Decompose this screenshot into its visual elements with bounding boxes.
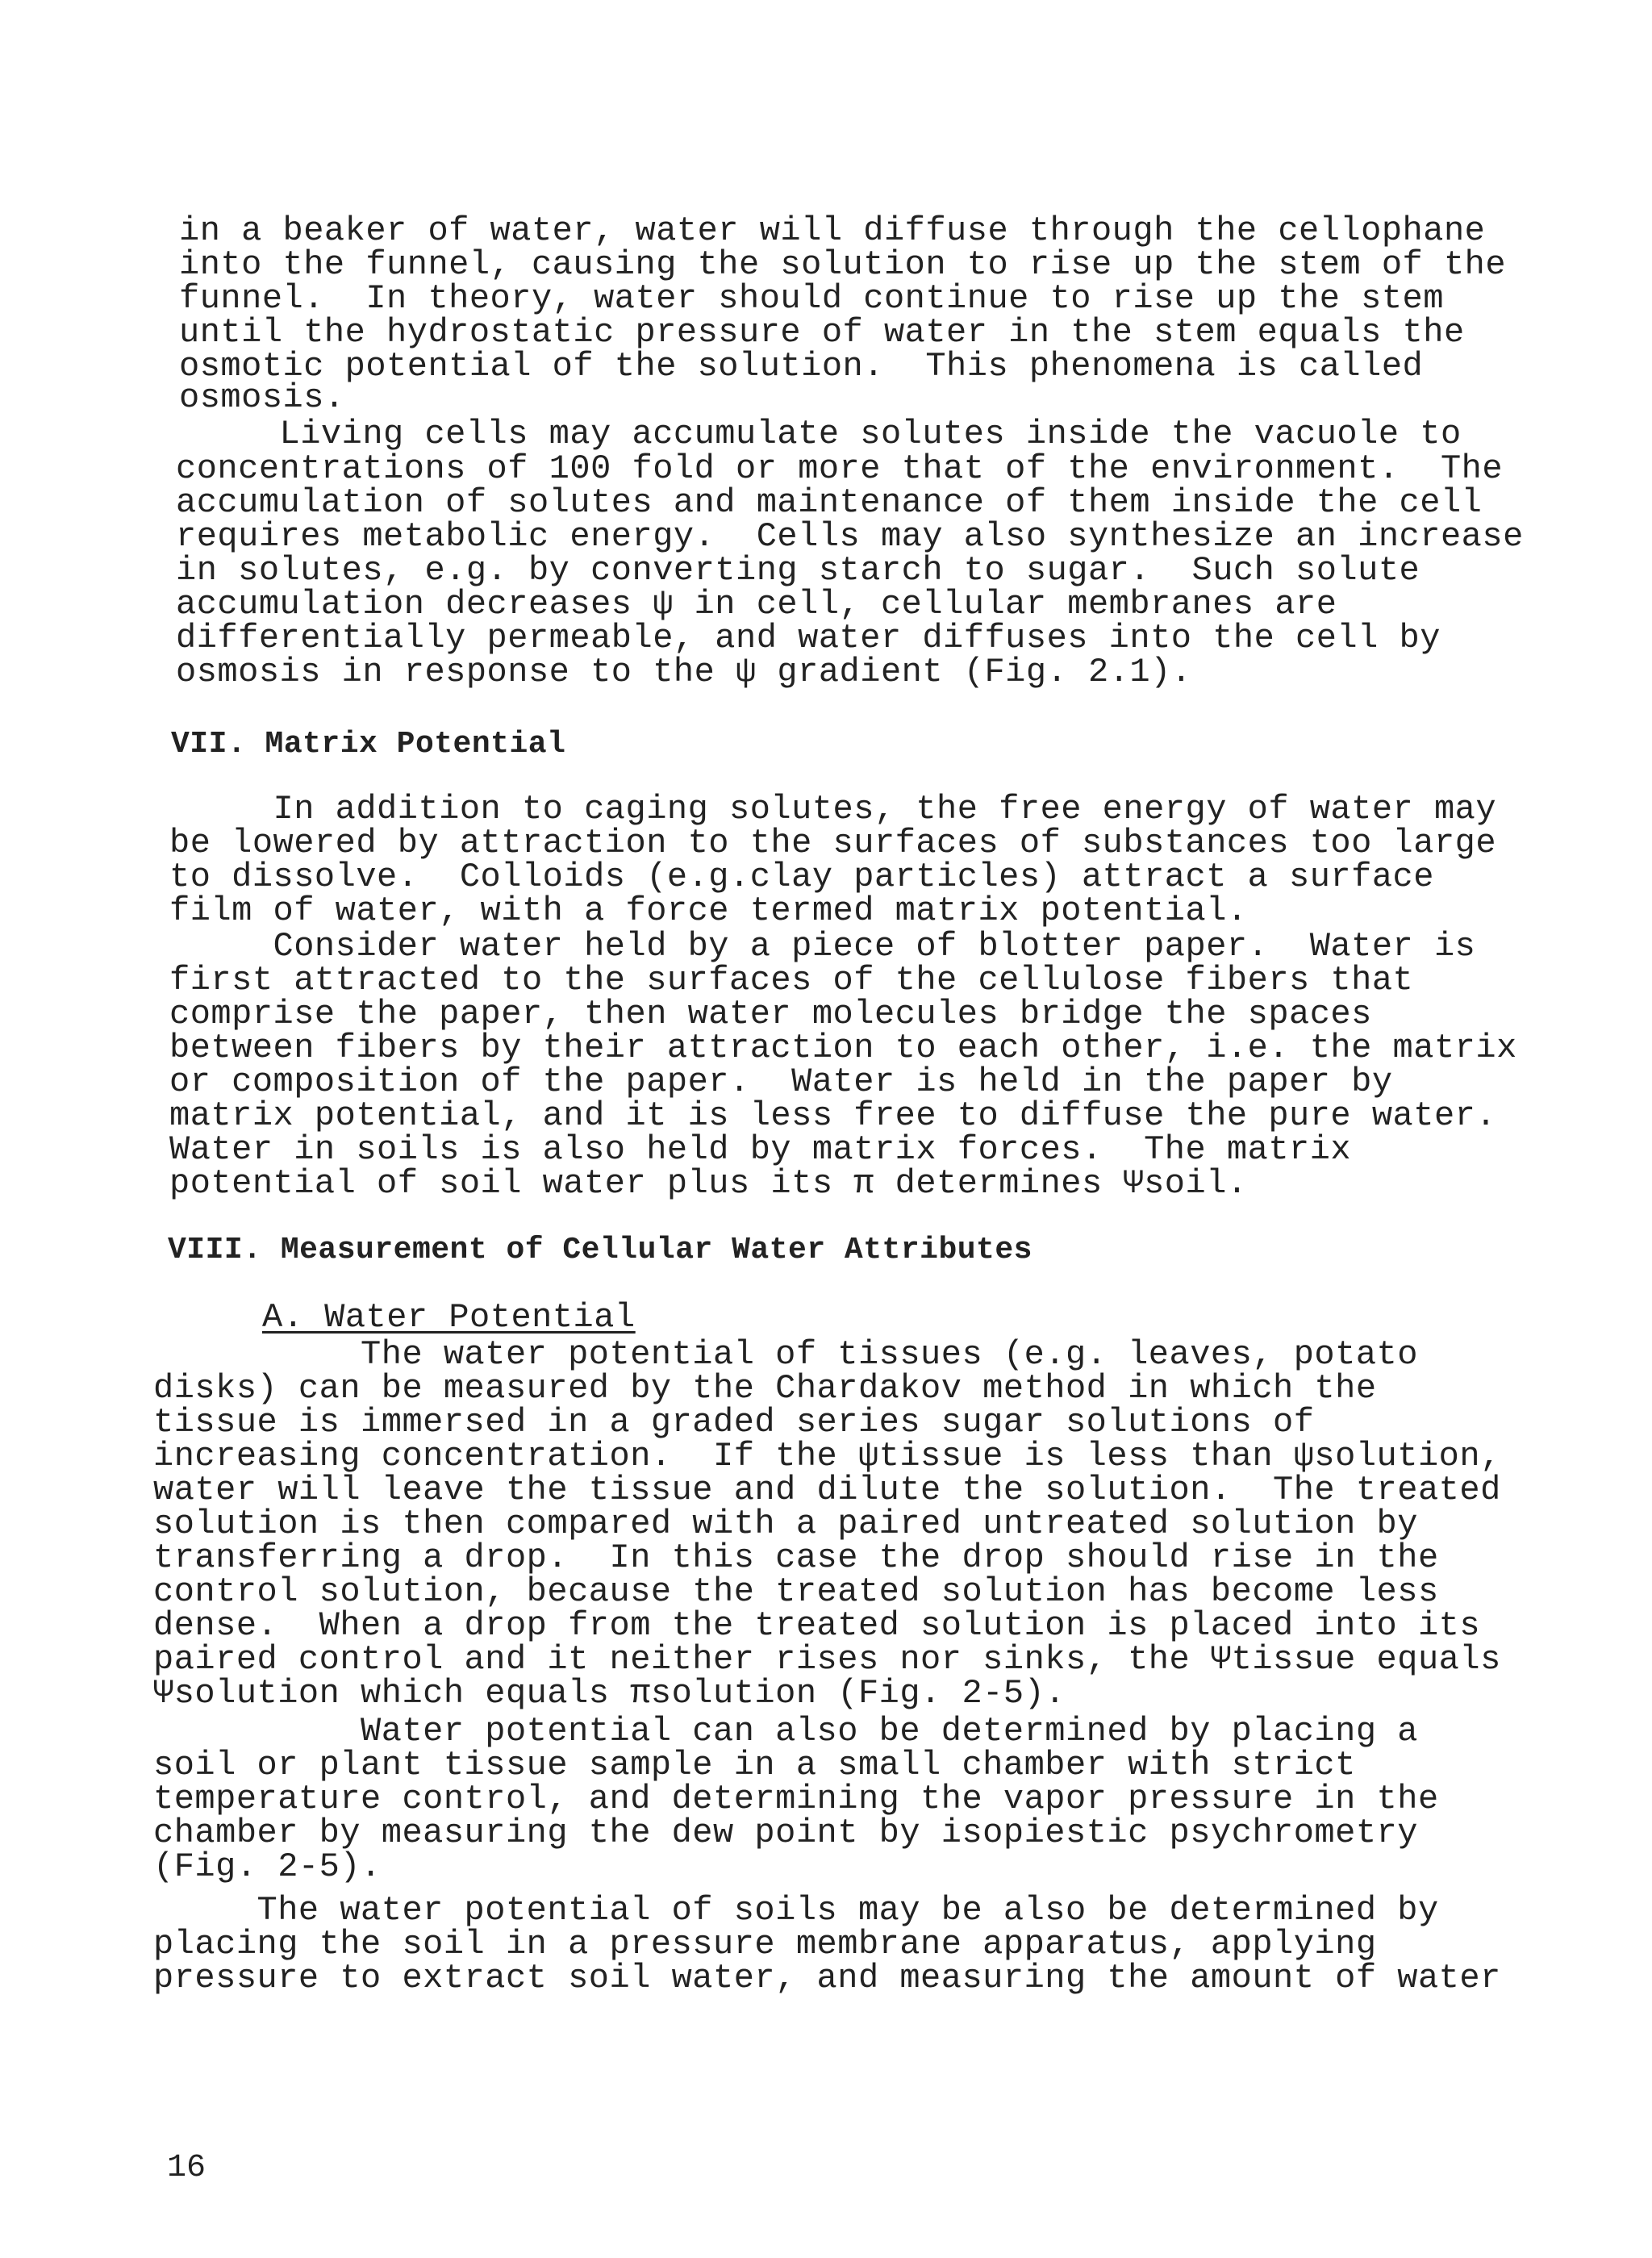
text-line: or composition of the paper. Water is held in the paper by [169, 1062, 1393, 1101]
text-line: funnel. In theory, water should continue to rise up the stem [179, 279, 1444, 318]
text-line: osmosis. [179, 378, 345, 417]
text-line: film of water, with a force termed matrix potential. [169, 891, 1248, 930]
text-line: pressure to extract soil water, and measuring the amount of water [153, 1959, 1501, 1997]
page-number: 16 [167, 2150, 206, 2186]
text-line: Water in soils is also held by matrix forces. The matrix [169, 1130, 1352, 1169]
text-line: in a beaker of water, water will diffuse through the cellophane [179, 211, 1486, 250]
section-heading: VIII. Measurement of Cellular Water Attributes [168, 1233, 1032, 1267]
text-line: matrix potential, and it is less free to diffuse the pure water. [169, 1096, 1497, 1135]
text-line: dense. When a drop from the treated solution is placed into its [153, 1606, 1481, 1645]
text-line: Ψsolution which equals πsolution (Fig. 2-5). [153, 1674, 1066, 1713]
text-line: requires metabolic energy. Cells may also synthesize an increase [176, 517, 1524, 556]
text-line: Water potential can also be determined by placing a [153, 1712, 1418, 1751]
text-line: accumulation of solutes and maintenance of them inside the cell [176, 483, 1483, 522]
text-line: Living cells may accumulate solutes inside the vacuole to [176, 415, 1462, 453]
text-line: water will leave the tissue and dilute the solution. The treated [153, 1471, 1501, 1509]
text-line: concentrations of 100 fold or more that of the environment. The [176, 449, 1504, 488]
text-line: to dissolve. Colloids (e.g.clay particles) attract a surface [169, 858, 1434, 896]
text-line: comprise the paper, then water molecules bridge the spaces [169, 995, 1372, 1033]
text-line: until the hydrostatic pressure of water in the stem equals the [179, 313, 1465, 352]
text-line: (Fig. 2-5). [153, 1847, 382, 1886]
text-line: potential of soil water plus its π determines Ψsoil. [169, 1164, 1248, 1203]
text-line: The water potential of tissues (e.g. leaves, potato [153, 1335, 1418, 1374]
text-line: solution is then compared with a paired untreated solution by [153, 1505, 1418, 1543]
text-line: into the funnel, causing the solution to rise up the stem of the [179, 245, 1507, 284]
text-line: differentially permeable, and water diffuses into the cell by [176, 619, 1441, 657]
text-line: be lowered by attraction to the surfaces of substances too large [169, 824, 1497, 862]
text-line: chamber by measuring the dew point by isopiestic psychrometry [153, 1813, 1418, 1852]
section-heading: VII. Matrix Potential [171, 727, 566, 762]
text-line: temperature control, and determining the vapor pressure in the [153, 1780, 1439, 1818]
text-line: osmosis in response to the ψ gradient (Fig. 2.1). [176, 653, 1192, 691]
text-line: In addition to caging solutes, the free energy of water may [169, 790, 1497, 828]
text-line: accumulation decreases ψ in cell, cellular membranes are [176, 585, 1337, 624]
text-line: increasing concentration. If the ψtissue is less than ψsolution, [153, 1437, 1501, 1475]
text-line: paired control and it neither rises nor sinks, the Ψtissue equals [153, 1640, 1501, 1679]
text-line: disks) can be measured by the Chardakov method in which the [153, 1369, 1377, 1408]
text-line: first attracted to the surfaces of the cellulose fibers that [169, 961, 1414, 1000]
text-line: in solutes, e.g. by converting starch to sugar. Such solute [176, 551, 1420, 590]
text-line: osmotic potential of the solution. This phenomena is called [179, 347, 1424, 386]
text-line: The water potential of soils may be also be determined by [153, 1891, 1439, 1930]
text-line: placing the soil in a pressure membrane apparatus, applying [153, 1925, 1377, 1964]
text-line: tissue is immersed in a graded series sugar solutions of [153, 1403, 1315, 1442]
text-line: transferring a drop. In this case the drop should rise in the [153, 1538, 1439, 1577]
text-line: Consider water held by a piece of blotter paper. Water is [169, 927, 1476, 966]
text-line: control solution, because the treated solution has become less [153, 1572, 1439, 1611]
subsection-heading: A. Water Potential [262, 1298, 636, 1337]
text-line: between fibers by their attraction to each other, i.e. the matrix [169, 1029, 1517, 1067]
text-line: soil or plant tissue sample in a small chamber with strict [153, 1746, 1356, 1784]
